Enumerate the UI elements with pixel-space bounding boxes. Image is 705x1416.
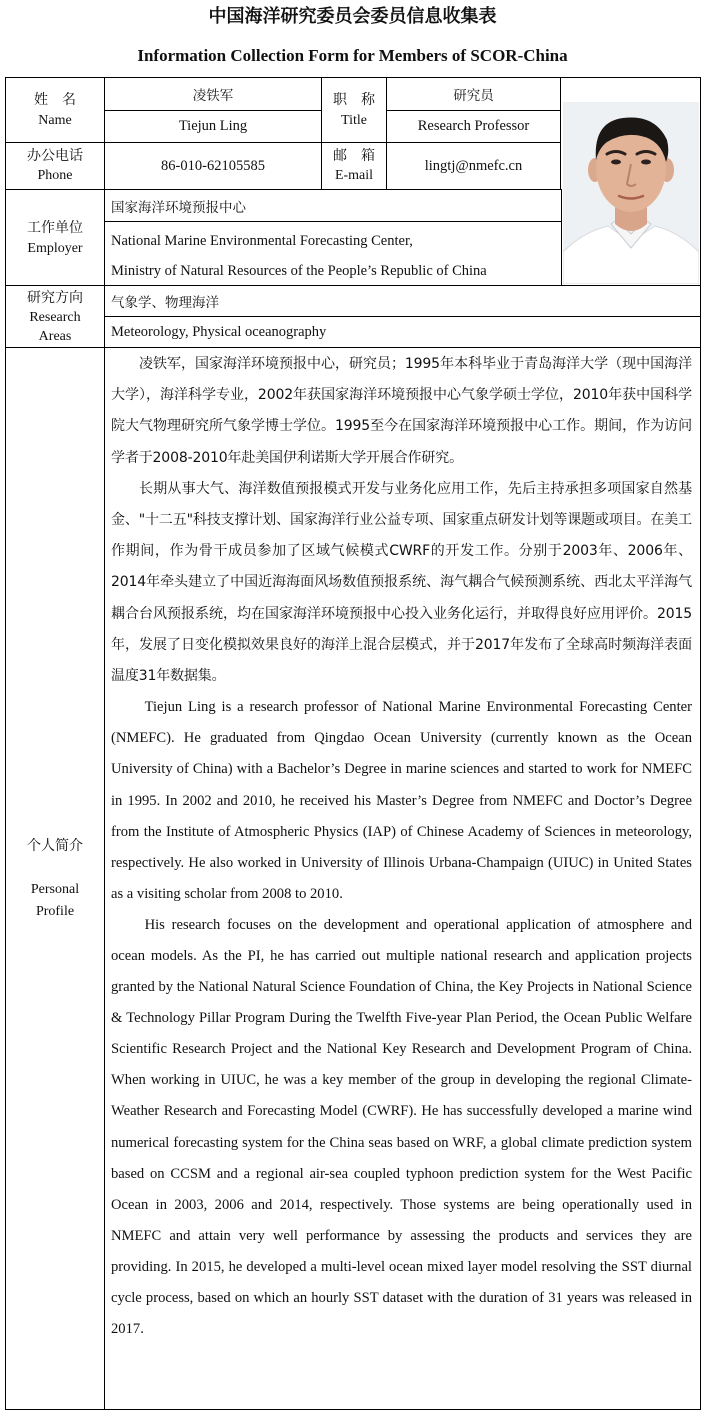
name-label-cn: 姓 名 — [34, 92, 76, 108]
employer-label-cell — [5, 189, 105, 286]
email-label-cell — [321, 142, 387, 190]
name-value-cn: 凌铁军 — [192, 88, 234, 104]
profile-paragraph-cn-1: 凌铁军，国家海洋环境预报中心，研究员；1995年本科毕业于青岛海洋大学（现中国海洋大学），海洋科学专业，2002年获国家海洋环境预报中心气象学硕士学位，2010年获中国科学院大气物理研究所气象学博士学位。1995至今在国家海洋环境预报中心工作。期间，作为访问学者于2008-2010年赴美国伊利诺斯大学开展合作研究。 — [111, 356, 692, 466]
research-label-cell — [5, 285, 105, 348]
title-label-cn: 职 称 — [333, 92, 375, 108]
research-value-cn-cell — [104, 285, 701, 317]
title-value-cn: 研究员 — [453, 88, 494, 104]
name-value-cn-cell — [104, 77, 322, 111]
form-title-en: Information Collection Form for Members of SCOR-China — [137, 46, 568, 65]
title-label-cell — [321, 77, 387, 143]
research-label-en-2: Areas — [38, 328, 72, 344]
employer-label-cn: 工作单位 — [27, 219, 83, 236]
phone-value-cell — [104, 142, 322, 190]
phone-label-en: Phone — [37, 168, 73, 183]
employer-value-en-line1: National Marine Environmental Forecasting Center, — [111, 233, 413, 249]
profile-paragraph-cn-2: 长期从事大气、海洋数值预报模式开发与业务化应用工作，先后主持承担多项国家自然基金、"十二五"科技支撑计划、国家海洋行业公益专项、国家重点研发计划等课题或项目。在美工作期间，作为骨干成员参加了区域气候模式CWRF的开发工作。分别于2003年、2006年、2014年牵头建立了中国近海海面风场数值预报系统、海气耦合气候预测系统、西北太平洋海气耦合台风预报系统，均在国家海洋环境预报中心投入业务化运行，并取得良好应用评价。2015年，发展了日变化模拟效果良好的海洋上混合层模式，并于2017年发布了全球高时频海洋表面温度31年数据集。 — [111, 480, 692, 685]
research-label-en-1: Research — [29, 309, 81, 325]
employer-label-en: Employer — [27, 240, 83, 256]
employer-value-en-line2: Ministry of Natural Resources of the People’s Republic of China — [111, 263, 487, 279]
title-label-en: Title — [341, 113, 367, 128]
name-value-en: Tiejun Ling — [178, 118, 248, 134]
name-label-cell — [5, 77, 105, 143]
phone-label-cn: 办公电话 — [27, 148, 83, 164]
email-value: lingtj@nmefc.cn — [424, 157, 523, 174]
profile-label-en-2: Profile — [35, 903, 75, 919]
form-title-cn: 中国海洋研究委员会委员信息收集表 — [208, 6, 497, 27]
research-value-en: Meteorology, Physical oceanography — [111, 323, 327, 340]
title-value-en-cell — [386, 110, 561, 143]
name-label-en: Name — [38, 113, 72, 128]
employer-value-cn: 国家海洋环境预报中心 — [111, 199, 246, 216]
research-value-en-cell — [104, 316, 701, 348]
profile-paragraph-en-1: Tiejun Ling is a research professor of National Marine Environmental Forecasting Center (NMEFC). He graduated from Qingdao Ocean University (currently known as the Ocean University of China) with a Bachelor’s Degree in marine sciences and started to work for NMEFC in 1995. In 2002 and 2010, he received his Master’s Degree from NMEFC and Doctor’s Degree from the Institute of Atmospheric Physics (IAP) of Chinese Academy of Sciences in meteorology, respectively. He also worked in University of Illinois Urbana-Champaign (UIUC) in United States as a visiting scholar from 2008 to 2010. — [111, 699, 692, 902]
profile-label-cell — [5, 347, 105, 1410]
profile-text-cell — [104, 347, 701, 1410]
profile-paragraph-en-2: His research focuses on the development and operational application of atmosphere and ocean models. As the PI, he has carried out multiple national research and application projects granted by the National Natural Science Foundation of China, the Key Projects in National Science & Technology Pillar Program During the Twelfth Five-year Plan Period, the Ocean Public Welfare Scientific Research Project and the National Key Research and Development Program of China. When working in UIUC, he was a key member of the group in developing the regional Climate-Weather Research and Forecasting Model (CWRF). He has successfully developed a marine wind numerical forecasting system for the China seas based on WRF, a global climate prediction system based on CCSM and a regional air-sea coupled typhoon prediction system for the West Pacific Ocean in 2003, 2006 and 2014, respectively. Those systems are being operationally used in NMEFC and attain very well performance by assessing the products and services they are providing. In 2015, he developed a multi-level ocean mixed layer model resolving the SST diurnal cycle process, based on which an hourly SST dataset with the duration of 31 years was released in 2017. — [111, 916, 692, 1338]
name-value-en-cell — [104, 110, 322, 143]
member-portrait-photo — [563, 102, 699, 284]
research-value-cn: 气象学、物理海洋 — [111, 295, 219, 311]
profile-label-en-1: Personal — [30, 881, 80, 897]
profile-label-cn: 个人简介 — [27, 837, 83, 854]
title-value-cn-cell — [386, 77, 561, 111]
email-value-cell — [386, 142, 561, 190]
email-label-cn: 邮 箱 — [333, 148, 375, 164]
phone-value: 86-010-62105585 — [161, 157, 265, 174]
phone-label-cell — [5, 142, 105, 190]
photo-cell — [560, 77, 701, 286]
research-label-cn: 研究方向 — [27, 289, 83, 306]
email-label-en: E-mail — [334, 168, 374, 183]
employer-value-cn-cell — [104, 189, 562, 222]
member-form — [5, 77, 701, 1410]
title-value-en: Research Professor — [417, 118, 530, 134]
employer-value-en-cell — [104, 221, 562, 286]
